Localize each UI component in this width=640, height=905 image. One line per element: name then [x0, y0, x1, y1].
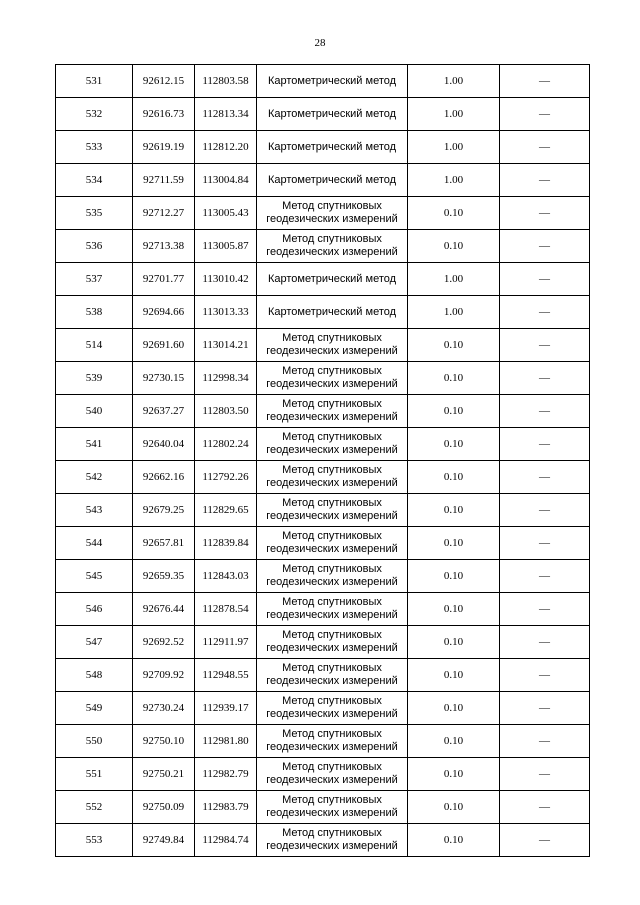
x-coordinate-cell: 92659.35 — [133, 560, 195, 593]
table-row — [56, 164, 590, 197]
method-cell: Метод спутниковых геодезических измерений — [257, 593, 408, 626]
table-row — [56, 461, 590, 494]
x-coordinate-cell: 92694.66 — [133, 296, 195, 329]
method-cell: Метод спутниковых геодезических измерений — [257, 560, 408, 593]
table-body — [56, 65, 590, 857]
table-row — [56, 263, 590, 296]
point-number-cell: 547 — [56, 626, 133, 659]
accuracy-cell: 0.10 — [408, 560, 500, 593]
y-coordinate-cell: 113014.21 — [195, 329, 257, 362]
y-coordinate-cell: 112998.34 — [195, 362, 257, 395]
x-coordinate-cell: 92750.10 — [133, 725, 195, 758]
coordinates-table — [55, 64, 590, 857]
note-cell: — — [500, 791, 590, 824]
table-row — [56, 98, 590, 131]
table-row — [56, 197, 590, 230]
note-cell: — — [500, 329, 590, 362]
point-number-cell: 552 — [56, 791, 133, 824]
method-cell: Метод спутниковых геодезических измерений — [257, 329, 408, 362]
x-coordinate-cell: 92616.73 — [133, 98, 195, 131]
table-row — [56, 395, 590, 428]
method-cell: Метод спутниковых геодезических измерений — [257, 791, 408, 824]
point-number-cell: 536 — [56, 230, 133, 263]
accuracy-cell: 0.10 — [408, 494, 500, 527]
note-cell: — — [500, 824, 590, 857]
note-cell: — — [500, 362, 590, 395]
accuracy-cell: 0.10 — [408, 461, 500, 494]
y-coordinate-cell: 113013.33 — [195, 296, 257, 329]
table-row — [56, 230, 590, 263]
x-coordinate-cell: 92750.09 — [133, 791, 195, 824]
point-number-cell: 553 — [56, 824, 133, 857]
y-coordinate-cell: 113004.84 — [195, 164, 257, 197]
x-coordinate-cell: 92692.52 — [133, 626, 195, 659]
method-cell: Метод спутниковых геодезических измерений — [257, 659, 408, 692]
table-row — [56, 791, 590, 824]
point-number-cell: 541 — [56, 428, 133, 461]
note-cell: — — [500, 395, 590, 428]
y-coordinate-cell: 112839.84 — [195, 527, 257, 560]
x-coordinate-cell: 92713.38 — [133, 230, 195, 263]
y-coordinate-cell: 112981.80 — [195, 725, 257, 758]
x-coordinate-cell: 92676.44 — [133, 593, 195, 626]
method-cell: Метод спутниковых геодезических измерений — [257, 692, 408, 725]
accuracy-cell: 1.00 — [408, 296, 500, 329]
point-number-cell: 535 — [56, 197, 133, 230]
method-cell: Метод спутниковых геодезических измерений — [257, 230, 408, 263]
table-row — [56, 593, 590, 626]
point-number-cell: 540 — [56, 395, 133, 428]
method-cell: Метод спутниковых геодезических измерений — [257, 758, 408, 791]
method-cell: Картометрический метод — [257, 164, 408, 197]
x-coordinate-cell: 92730.24 — [133, 692, 195, 725]
table-row — [56, 560, 590, 593]
point-number-cell: 542 — [56, 461, 133, 494]
y-coordinate-cell: 112939.17 — [195, 692, 257, 725]
accuracy-cell: 0.10 — [408, 329, 500, 362]
point-number-cell: 533 — [56, 131, 133, 164]
accuracy-cell: 0.10 — [408, 395, 500, 428]
y-coordinate-cell: 112802.24 — [195, 428, 257, 461]
y-coordinate-cell: 112792.26 — [195, 461, 257, 494]
method-cell: Метод спутниковых геодезических измерений — [257, 824, 408, 857]
method-cell: Метод спутниковых геодезических измерений — [257, 428, 408, 461]
x-coordinate-cell: 92709.92 — [133, 659, 195, 692]
x-coordinate-cell: 92657.81 — [133, 527, 195, 560]
table-row — [56, 659, 590, 692]
accuracy-cell: 0.10 — [408, 428, 500, 461]
table-row — [56, 65, 590, 98]
note-cell: — — [500, 593, 590, 626]
table-row — [56, 758, 590, 791]
note-cell: — — [500, 197, 590, 230]
y-coordinate-cell: 113005.87 — [195, 230, 257, 263]
note-cell: — — [500, 230, 590, 263]
table-row — [56, 494, 590, 527]
accuracy-cell: 1.00 — [408, 65, 500, 98]
y-coordinate-cell: 112812.20 — [195, 131, 257, 164]
x-coordinate-cell: 92749.84 — [133, 824, 195, 857]
y-coordinate-cell: 112843.03 — [195, 560, 257, 593]
table-row — [56, 329, 590, 362]
note-cell: — — [500, 98, 590, 131]
y-coordinate-cell: 112911.97 — [195, 626, 257, 659]
y-coordinate-cell: 112829.65 — [195, 494, 257, 527]
point-number-cell: 531 — [56, 65, 133, 98]
x-coordinate-cell: 92640.04 — [133, 428, 195, 461]
note-cell: — — [500, 560, 590, 593]
method-cell: Картометрический метод — [257, 98, 408, 131]
y-coordinate-cell: 112803.58 — [195, 65, 257, 98]
y-coordinate-cell: 112813.34 — [195, 98, 257, 131]
accuracy-cell: 0.10 — [408, 725, 500, 758]
table-row — [56, 131, 590, 164]
method-cell: Метод спутниковых геодезических измерений — [257, 626, 408, 659]
table-row — [56, 692, 590, 725]
point-number-cell: 546 — [56, 593, 133, 626]
table-row — [56, 296, 590, 329]
method-cell: Метод спутниковых геодезических измерений — [257, 461, 408, 494]
table-row — [56, 725, 590, 758]
accuracy-cell: 1.00 — [408, 98, 500, 131]
point-number-cell: 544 — [56, 527, 133, 560]
y-coordinate-cell: 113005.43 — [195, 197, 257, 230]
note-cell: — — [500, 296, 590, 329]
x-coordinate-cell: 92711.59 — [133, 164, 195, 197]
accuracy-cell: 0.10 — [408, 659, 500, 692]
x-coordinate-cell: 92712.27 — [133, 197, 195, 230]
y-coordinate-cell: 112948.55 — [195, 659, 257, 692]
method-cell: Метод спутниковых геодезических измерений — [257, 725, 408, 758]
y-coordinate-cell: 112982.79 — [195, 758, 257, 791]
point-number-cell: 538 — [56, 296, 133, 329]
accuracy-cell: 0.10 — [408, 758, 500, 791]
x-coordinate-cell: 92750.21 — [133, 758, 195, 791]
y-coordinate-cell: 112878.54 — [195, 593, 257, 626]
point-number-cell: 534 — [56, 164, 133, 197]
note-cell: — — [500, 131, 590, 164]
method-cell: Метод спутниковых геодезических измерений — [257, 362, 408, 395]
method-cell: Картометрический метод — [257, 65, 408, 98]
note-cell: — — [500, 758, 590, 791]
method-cell: Метод спутниковых геодезических измерений — [257, 197, 408, 230]
table-row — [56, 626, 590, 659]
accuracy-cell: 0.10 — [408, 362, 500, 395]
note-cell: — — [500, 164, 590, 197]
y-coordinate-cell: 112803.50 — [195, 395, 257, 428]
method-cell: Метод спутниковых геодезических измерений — [257, 494, 408, 527]
y-coordinate-cell: 112983.79 — [195, 791, 257, 824]
x-coordinate-cell: 92730.15 — [133, 362, 195, 395]
table-row — [56, 362, 590, 395]
point-number-cell: 550 — [56, 725, 133, 758]
note-cell: — — [500, 65, 590, 98]
x-coordinate-cell: 92691.60 — [133, 329, 195, 362]
note-cell: — — [500, 626, 590, 659]
accuracy-cell: 1.00 — [408, 131, 500, 164]
note-cell: — — [500, 428, 590, 461]
accuracy-cell: 0.10 — [408, 791, 500, 824]
x-coordinate-cell: 92619.19 — [133, 131, 195, 164]
accuracy-cell: 0.10 — [408, 692, 500, 725]
method-cell: Картометрический метод — [257, 296, 408, 329]
accuracy-cell: 1.00 — [408, 164, 500, 197]
x-coordinate-cell: 92637.27 — [133, 395, 195, 428]
note-cell: — — [500, 263, 590, 296]
note-cell: — — [500, 692, 590, 725]
accuracy-cell: 0.10 — [408, 593, 500, 626]
point-number-cell: 539 — [56, 362, 133, 395]
accuracy-cell: 0.10 — [408, 197, 500, 230]
table-row — [56, 824, 590, 857]
point-number-cell: 548 — [56, 659, 133, 692]
point-number-cell: 543 — [56, 494, 133, 527]
note-cell: — — [500, 527, 590, 560]
method-cell: Картометрический метод — [257, 131, 408, 164]
point-number-cell: 537 — [56, 263, 133, 296]
table-row — [56, 428, 590, 461]
point-number-cell: 545 — [56, 560, 133, 593]
y-coordinate-cell: 112984.74 — [195, 824, 257, 857]
table-row — [56, 527, 590, 560]
point-number-cell: 549 — [56, 692, 133, 725]
method-cell: Метод спутниковых геодезических измерений — [257, 527, 408, 560]
x-coordinate-cell: 92662.16 — [133, 461, 195, 494]
x-coordinate-cell: 92612.15 — [133, 65, 195, 98]
note-cell: — — [500, 494, 590, 527]
note-cell: — — [500, 725, 590, 758]
page-number: 28 — [314, 37, 326, 49]
y-coordinate-cell: 113010.42 — [195, 263, 257, 296]
point-number-cell: 514 — [56, 329, 133, 362]
method-cell: Метод спутниковых геодезических измерений — [257, 395, 408, 428]
accuracy-cell: 1.00 — [408, 263, 500, 296]
note-cell: — — [500, 461, 590, 494]
accuracy-cell: 0.10 — [408, 626, 500, 659]
accuracy-cell: 0.10 — [408, 527, 500, 560]
x-coordinate-cell: 92679.25 — [133, 494, 195, 527]
note-cell: — — [500, 659, 590, 692]
point-number-cell: 551 — [56, 758, 133, 791]
x-coordinate-cell: 92701.77 — [133, 263, 195, 296]
accuracy-cell: 0.10 — [408, 230, 500, 263]
point-number-cell: 532 — [56, 98, 133, 131]
method-cell: Картометрический метод — [257, 263, 408, 296]
accuracy-cell: 0.10 — [408, 824, 500, 857]
